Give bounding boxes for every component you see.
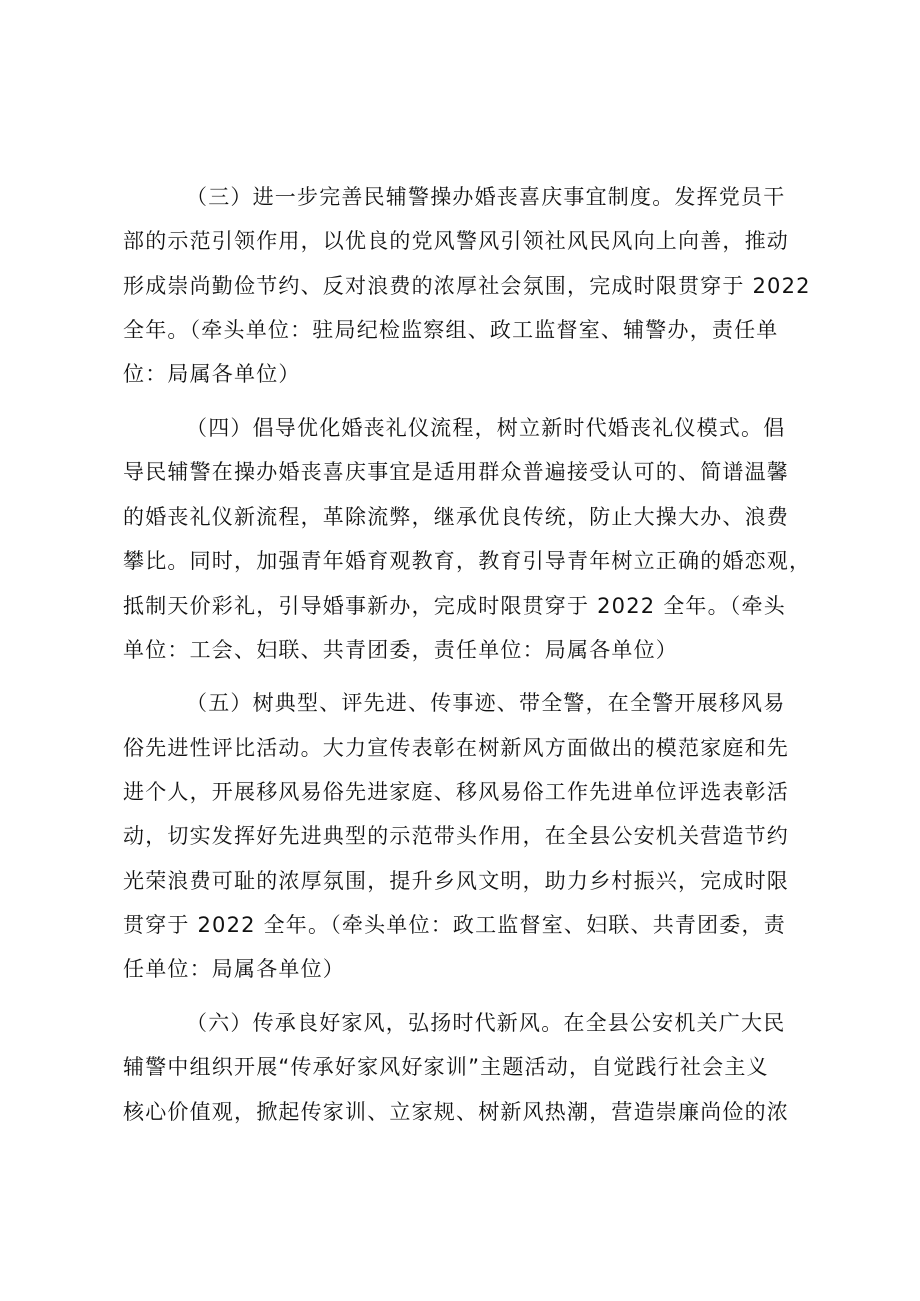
paragraph-3-line-4: 全年。（牵头单位：驻局纪检监察组、政工监督室、辅警办，责任单: [123, 318, 779, 342]
paragraph-6-line-1: （六）传承良好家风，弘扬时代新风。在全县公安机关广大民: [186, 1011, 786, 1035]
paragraph-5-line-4: 动，切实发挥好先进典型的示范带头作用，在全县公安机关营造节约: [123, 824, 789, 848]
document-body: [123, 0, 813, 1301]
paragraph-4-line-5: 抵制天价彩礼，引导婚事新办，完成时限贯穿于 2022 全年。（牵头: [123, 594, 786, 618]
paragraph-4-line-3: 的婚丧礼仪新流程，革除流弊，继承优良传统，防止大操大办、浪费: [123, 505, 789, 529]
paragraph-5-line-7: 任单位：局属各单位）: [123, 957, 345, 981]
paragraph-4-line-2: 导民辅警在操办婚丧喜庆事宜是适用群众普遍接受认可的、简谱温馨: [123, 460, 789, 484]
paragraph-5-line-2: 俗先进性评比活动。大力宣传表彰在树新风方面做出的模范家庭和先: [123, 736, 789, 760]
paragraph-3-line-3: 形成崇尚勤俭节约、反对浪费的浓厚社会氛围，完成时限贯穿于 2022: [123, 274, 811, 298]
paragraph-5-line-1: （五）树典型、评先进、传事迹、带全警，在全警开展移风易: [186, 691, 786, 715]
paragraph-3-line-1: （三）进一步完善民辅警操办婚丧喜庆事宜制度。发挥党员干: [186, 185, 786, 209]
paragraph-6-line-3: 核心价值观，掀起传家训、立家规、树新风热潮，营造崇廉尚俭的浓: [123, 1100, 789, 1124]
paragraph-5-line-6: 贯穿于 2022 全年。（牵头单位：政工监督室、妇联、共青团委，责: [123, 913, 786, 937]
paragraph-6-line-2: 辅警中组织开展“传承好家风好家训”主题活动，自觉践行社会主义: [123, 1055, 769, 1079]
paragraph-3-line-2: 部的示范引领作用，以优良的党风警风引领社风民风向上向善，推动: [123, 229, 789, 253]
paragraph-4-line-6: 单位：工会、妇联、共青团委，责任单位：局属各单位）: [123, 638, 678, 662]
paragraph-4-line-4: 攀比。同时，加强青年婚育观教育，教育引导青年树立正确的婚恋观，: [123, 549, 812, 573]
paragraph-5-line-3: 进个人，开展移风易俗先进家庭、移风易俗工作先进单位评选表彰活: [123, 780, 789, 804]
paragraph-3-line-5: 位：局属各单位）: [123, 362, 301, 386]
paragraph-4-line-1: （四）倡导优化婚丧礼仪流程，树立新时代婚丧礼仪模式。倡: [186, 416, 786, 440]
paragraph-5-line-5: 光荣浪费可耻的浓厚氛围，提升乡风文明，助力乡村振兴，完成时限: [123, 869, 789, 893]
